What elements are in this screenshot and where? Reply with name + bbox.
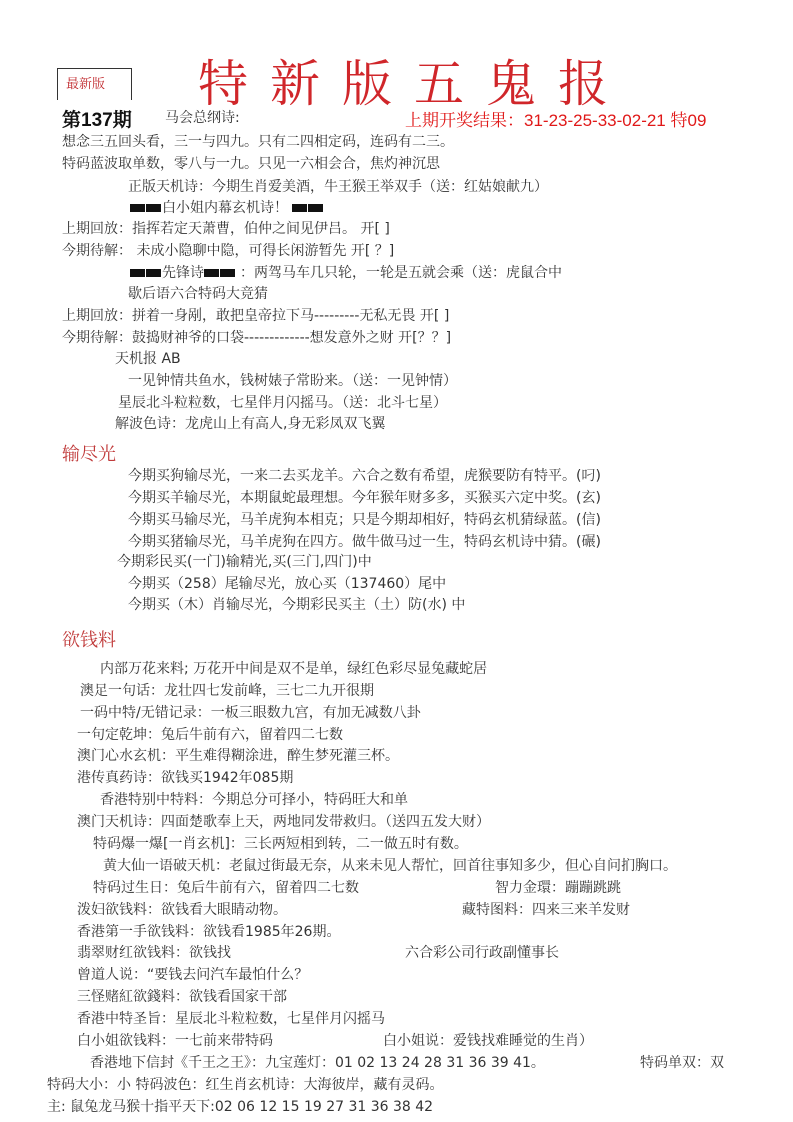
- text-line: [77, 923, 340, 941]
- text-line: [62, 155, 440, 173]
- last-draw-result: 上期开奖结果：31-23-25-33-02-21 特09: [405, 111, 707, 130]
- line-text: 今期买（木）肖输尽光，今期彩民买主（土）防(水) 中: [128, 597, 466, 613]
- line-text: 上期回放：指挥若定天萧曹，伯仲之间见伊吕。 开[ ]: [62, 221, 390, 237]
- text-line: [117, 553, 372, 571]
- line-text: 今期买马输尽光，马羊虎狗本相克；只是今期却相好，特码玄机猜绿蓝。(信): [128, 512, 601, 528]
- text-line: [80, 682, 374, 700]
- text-line: [62, 242, 394, 260]
- line-text: 三怪赌紅欲錢料：欲钱看国家干部: [77, 989, 287, 1005]
- line-text: 一码中特/无错记录：一板三眼数九宫，有加无减数八卦: [80, 705, 421, 721]
- text-line: [47, 1076, 443, 1094]
- text-line: [462, 901, 630, 919]
- text-line: [93, 835, 468, 853]
- line-text: 今期买（258）尾输尽光，放心买（137460）尾中: [128, 576, 447, 592]
- line-text: 曾道人说：“要钱去问汽车最怕什么？: [77, 967, 309, 983]
- text-line: [62, 220, 390, 238]
- text-line: [130, 264, 236, 282]
- line-text: 上期回放：拼着一身剐，敢把皇帝拉下马---------无私无畏 开[ ]: [62, 308, 450, 324]
- text-line: [128, 467, 601, 485]
- text-line: [165, 109, 240, 127]
- line-text: 内部万花来料; 万花开中间是双不是单，绿红色彩尽显兔藏蛇居: [100, 661, 488, 677]
- text-line: [47, 1098, 433, 1116]
- text-line: [128, 596, 465, 614]
- line-text: 特码单双：双: [640, 1055, 724, 1071]
- line-text: 天机报 AB: [115, 351, 181, 367]
- text-line: [130, 199, 324, 217]
- text-line: [77, 747, 399, 765]
- text-line: [115, 350, 181, 368]
- text-line: [115, 415, 385, 433]
- black-bar-icon: [220, 269, 235, 277]
- edition-badge: 最新版: [57, 68, 132, 100]
- text-line: [640, 1054, 724, 1072]
- line-text: 正版天机诗：今期生肖爱美酒，牛王猴王举双手（送：红姑娘献九）: [128, 179, 548, 195]
- text-line: [405, 944, 559, 962]
- text-line: [77, 944, 231, 962]
- line-text: 马会总纲诗:: [165, 110, 240, 126]
- line-text: 翡翠财红欲钱料：欲钱找: [77, 945, 231, 961]
- text-line: [77, 966, 308, 984]
- text-line: [100, 660, 487, 678]
- text-line: [77, 1032, 273, 1050]
- line-text: 澳门天机诗：四面楚歌奉上天，两地同发带救归。（送四五发大财）: [77, 814, 490, 830]
- line-text: 特码大小：小 特码波色：红生肖玄机诗：大海彼岸，藏有灵码。: [47, 1077, 444, 1093]
- text-line: [383, 1032, 593, 1050]
- line-text: ：两驾马车几只轮，一轮是五就会乘（送：虎鼠合中: [240, 265, 562, 281]
- black-bar-icon: [308, 204, 323, 212]
- line-text: 香港第一手欲钱料：欲钱看1985年26期。: [77, 924, 341, 940]
- page-title: 特新版五鬼报: [198, 55, 630, 113]
- line-text: 澳门心水玄机：平生难得糊涂进，醉生梦死灌三杯。: [77, 748, 399, 764]
- line-text: 香港中特圣旨：星辰北斗粒粒数，七星伴月闪摇马: [77, 1011, 385, 1027]
- text-line: [128, 489, 601, 507]
- issue-number: 第137期: [62, 110, 132, 131]
- black-bar-icon: [130, 204, 145, 212]
- line-text: 歇后语六合特码大竞猜: [128, 286, 268, 302]
- text-line: [77, 769, 293, 787]
- black-bar-icon: [204, 269, 219, 277]
- line-text: 六合彩公司行政副懂事长: [405, 945, 559, 961]
- line-text: 今期彩民买(一门)输精光,买(三门,四门)中: [117, 554, 372, 570]
- line-text: 白小姐欲钱料：一七前来带特码: [77, 1033, 273, 1049]
- text-line: [128, 575, 446, 593]
- section-heading-loss: 输尽光: [62, 444, 116, 465]
- line-text: 今期买狗输尽光，一来二去买龙羊。六合之数有希望，虎猴要防有特平。(叼): [128, 468, 601, 484]
- text-line: [77, 988, 287, 1006]
- text-line: [93, 879, 359, 897]
- line-text: 今期待解：鼓捣财神爷的口袋-------------想发意外之财 开[？？]: [62, 330, 452, 346]
- line-text: 解波色诗：龙虎山上有高人,身无彩凤双飞翼: [115, 416, 386, 432]
- text-line: [128, 511, 601, 529]
- text-line: [77, 813, 490, 831]
- text-line: [80, 704, 421, 722]
- text-line: [128, 372, 457, 390]
- section-heading-money: 欲钱料: [62, 630, 116, 651]
- line-text: 想念三五回头看，三一与四九。只有二四相定码，连码有二三。: [62, 134, 454, 150]
- line-text: 智力金環：蹦蹦跳跳: [495, 880, 621, 896]
- text-line: [90, 1054, 545, 1072]
- line-text: 特码过生日：兔后牛前有六，留着四二七数: [93, 880, 359, 896]
- text-line: [77, 1010, 385, 1028]
- text-line: [128, 533, 601, 551]
- text-line: [100, 791, 408, 809]
- text-line: [62, 329, 451, 347]
- line-text: 香港地下信封《千王之王》：九宝莲灯：01 02 13 24 28 31 36 39 41。: [90, 1055, 545, 1071]
- line-text: 今期买羊输尽光，本期鼠蛇最理想。今年猴年财多多，买猴买六定中奖。(玄): [128, 490, 601, 506]
- text-line: [103, 857, 677, 875]
- text-line: [128, 285, 268, 303]
- line-text: 先锋诗: [162, 265, 204, 281]
- black-bar-icon: [130, 269, 145, 277]
- line-text: 今期买猪输尽光，马羊虎狗在四方。做牛做马过一生，特码玄机诗中猜。(碾): [128, 534, 601, 550]
- line-text: 今期待解： 未成小隐聊中隐，可得长闲游暂先 开[ ？]: [62, 243, 395, 259]
- line-text: 白小姐内幕玄机诗！: [162, 200, 288, 216]
- line-text: 泼妇欲钱料：欲钱看大眼睛动物。: [77, 902, 287, 918]
- line-text: 黄大仙一语破天机：老鼠过街最无奈，从来未见人帮忙，回首往事知多少，但心自问扪胸口。: [103, 858, 677, 874]
- text-line: [62, 307, 449, 325]
- line-text: 特码爆一爆[一肖玄机]：三长两短相到转，二一做五时有数。: [93, 836, 468, 852]
- text-line: [118, 394, 447, 412]
- line-text: 主: 鼠兔龙马猴十指平天下:02 06 12 15 19 27 31 36 38 42: [47, 1099, 434, 1115]
- line-text: 澳足一句话：龙壮四七发前峰，三七二九开很期: [80, 683, 374, 699]
- line-text: 星辰北斗粒粒数，七星伴月闪摇马。（送：北斗七星）: [118, 395, 447, 411]
- text-line: [240, 264, 562, 282]
- text-line: [77, 901, 287, 919]
- line-text: 白小姐说：爱钱找难睡觉的生肖）: [383, 1033, 593, 1049]
- line-text: 藏特图料：四来三来羊发财: [462, 902, 630, 918]
- black-bar-icon: [146, 204, 161, 212]
- line-text: 特码蓝波取单数，零八与一九。只见一六相会合，焦灼神沉思: [62, 156, 440, 172]
- line-text: 香港特别中特料：今期总分可择小，特码旺大和单: [100, 792, 408, 808]
- black-bar-icon: [146, 269, 161, 277]
- text-line: [62, 133, 454, 151]
- line-text: 一见钟情共鱼水，钱树婊子常盼来。（送：一见钟情）: [128, 373, 457, 389]
- line-text: 一句定乾坤：兔后牛前有六，留着四二七数: [77, 727, 343, 743]
- text-line: [77, 726, 343, 744]
- text-line: [128, 178, 548, 196]
- line-text: 港传真药诗：欲钱买1942年085期: [77, 770, 294, 786]
- black-bar-icon: [292, 204, 307, 212]
- text-line: [495, 879, 621, 897]
